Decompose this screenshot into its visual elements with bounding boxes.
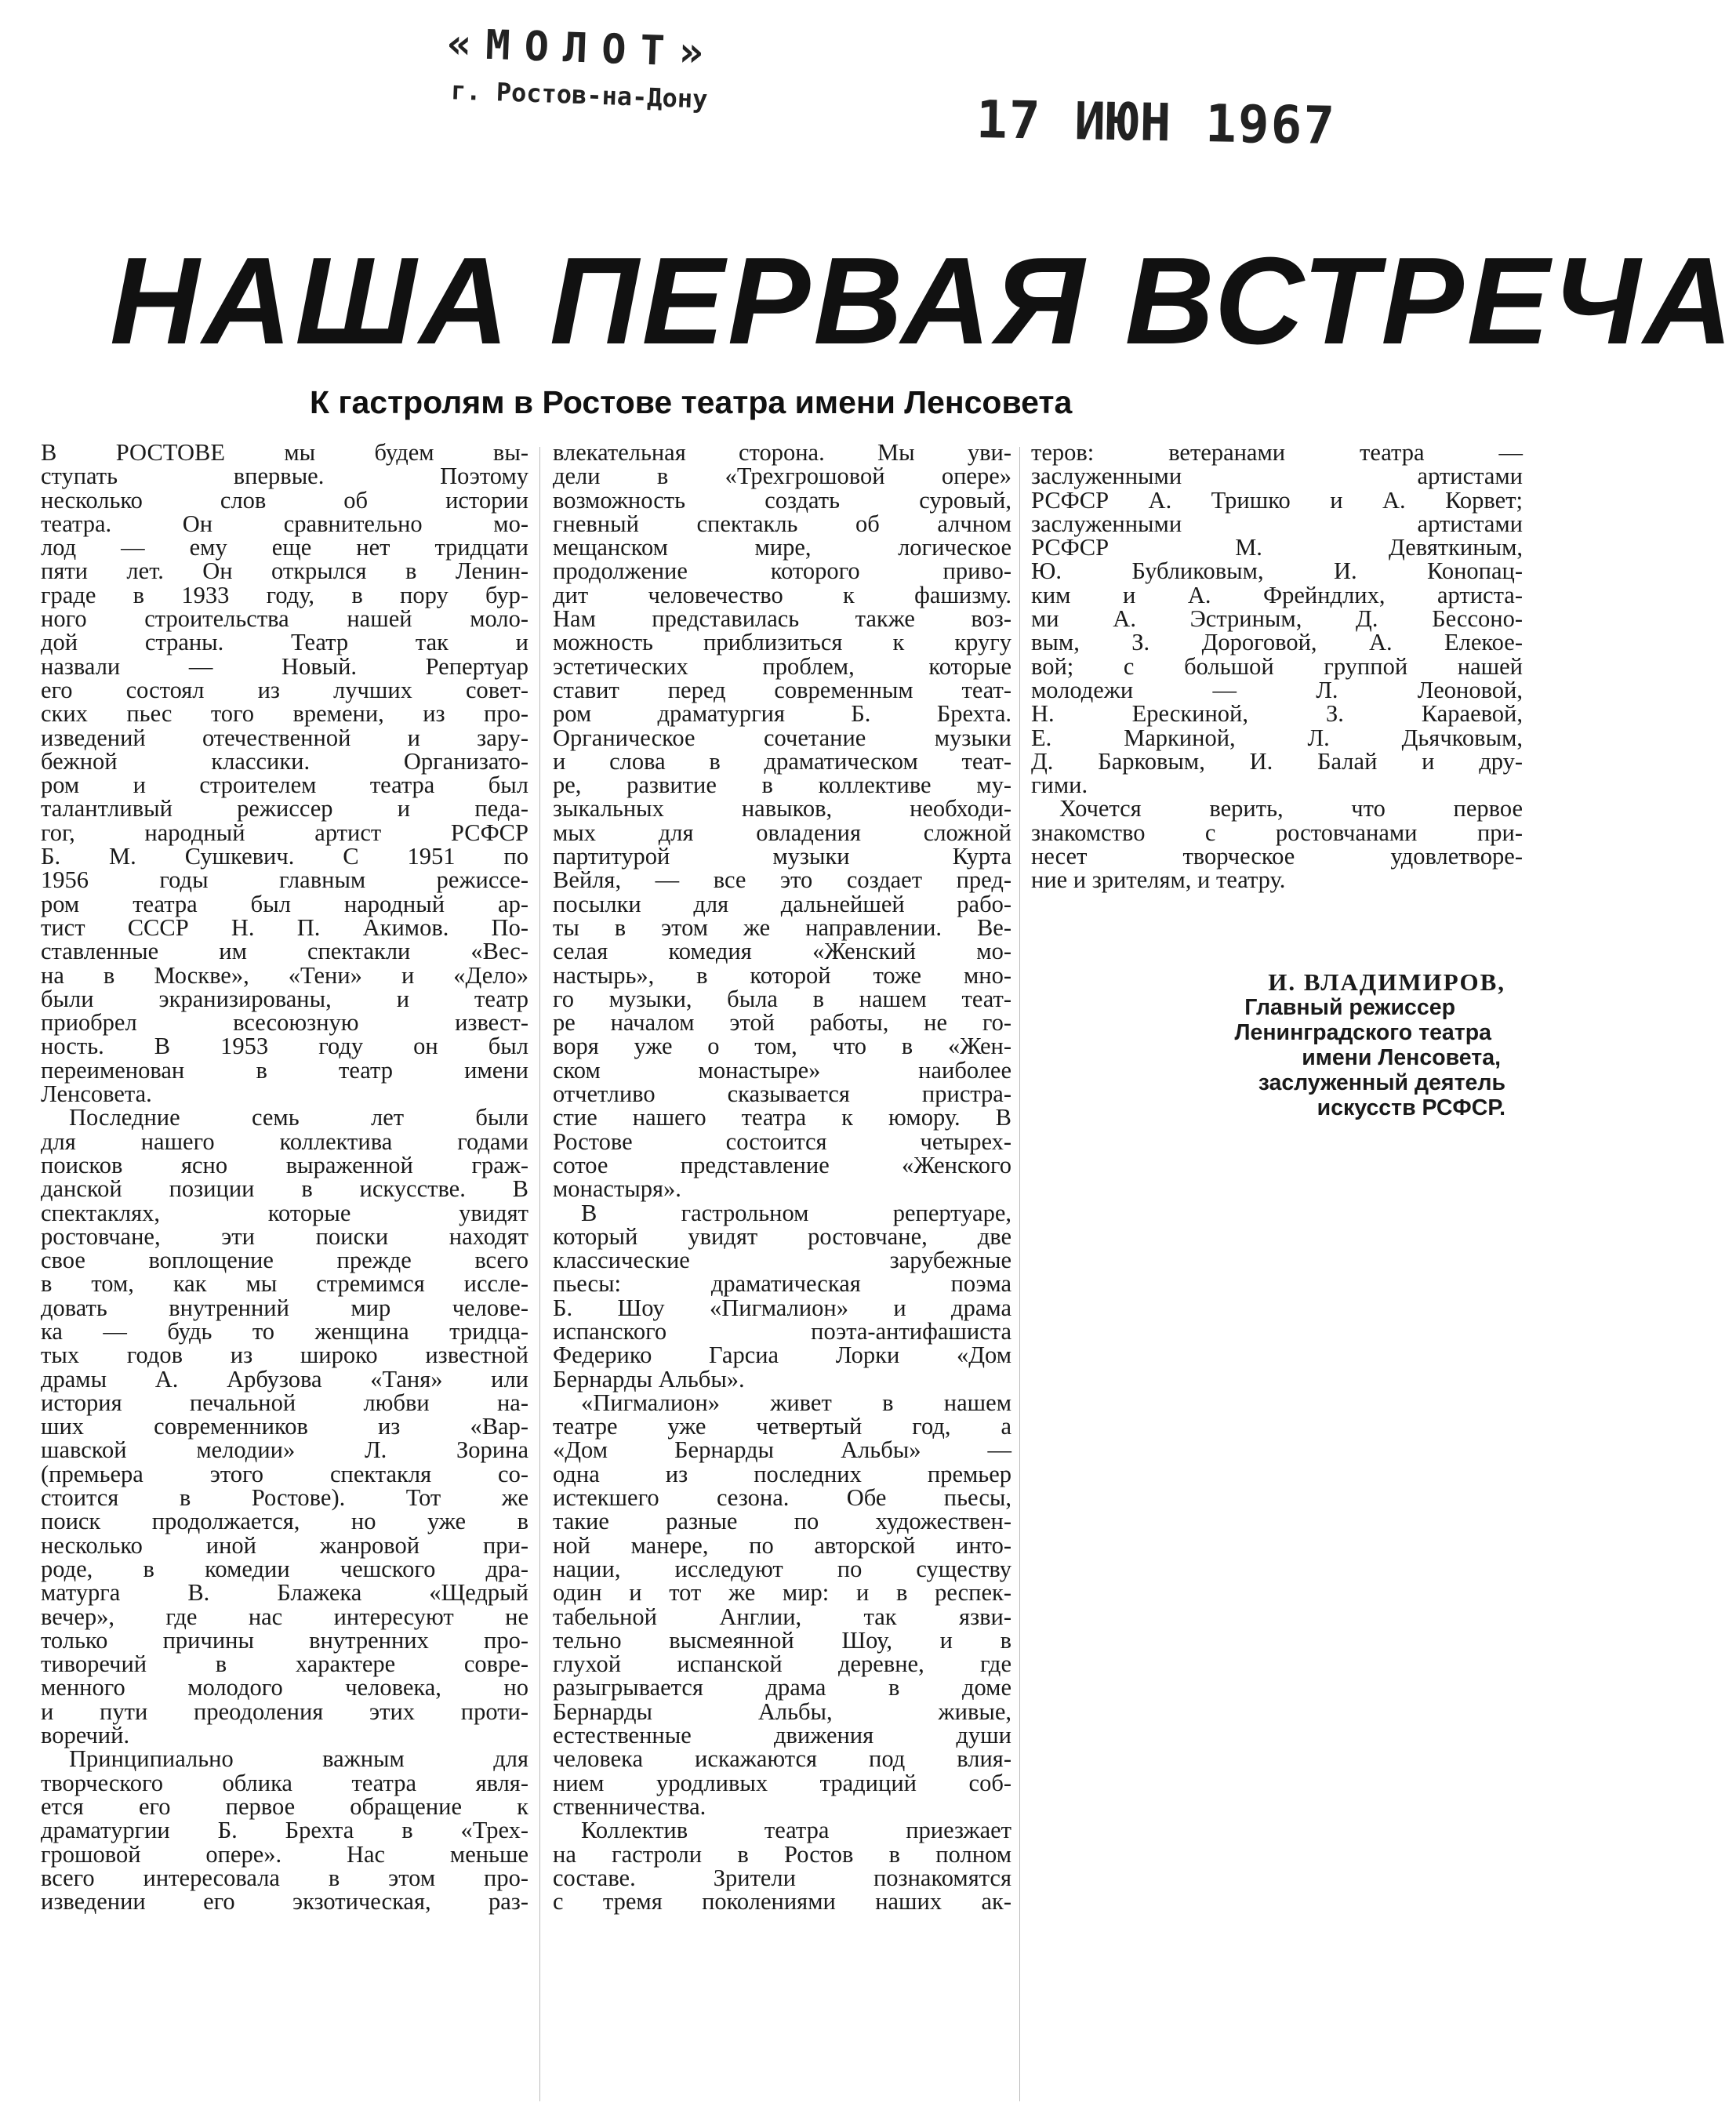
text-line: можность приблизиться к кругу [553, 629, 1011, 656]
text-line: ние и зрителям, и театру. [1031, 866, 1286, 894]
text-line: драматургии Б. Брехта в «Трех- [41, 1817, 528, 1844]
author-title-line: заслуженный деятель [1258, 1070, 1505, 1095]
text-line: тиворечий в характере совре- [41, 1650, 528, 1678]
text-line: переименован в театр имени [41, 1056, 528, 1084]
text-line: монастыря». [553, 1175, 681, 1203]
text-line: вечер», где нас интересуют не [41, 1603, 528, 1630]
author-signature [1066, 970, 1505, 1120]
text-line: селая комедия «Женский мо- [553, 938, 1011, 965]
text-line: Федерико Гарсиа Лорки «Дом [553, 1342, 1011, 1369]
text-line: только причины внутренних про- [41, 1626, 528, 1654]
text-line: стие нашего театра к юмору. В [553, 1104, 1011, 1131]
text-line: драмы А. Арбузова «Таня» или [41, 1365, 528, 1393]
text-line: дой страны. Театр так и [41, 629, 528, 656]
text-line: молодежи — Л. Леоновой, [1031, 676, 1523, 703]
text-line: были экранизированы, и театр [41, 985, 528, 1012]
text-line: театре уже четвертый год, а [553, 1413, 1011, 1440]
text-line: Ленсовета. [41, 1080, 152, 1108]
text-line: для нашего коллектива годами [41, 1127, 528, 1155]
text-line: партитурой музыки Курта [553, 843, 1011, 870]
text-line: данской позиции в искусстве. В [41, 1175, 528, 1203]
text-line: 1956 годы главным режиссе- [41, 866, 528, 894]
text-line: нием уродливых традиций соб- [553, 1769, 1011, 1796]
text-line: роде, в комедии чешского дра- [41, 1555, 528, 1582]
text-line: мых для овладения сложной [553, 819, 1011, 846]
text-line: гог, народный артист РСФСР [41, 819, 528, 846]
text-line: ром театра был народный ар- [41, 890, 528, 917]
text-line: ром драматургия Б. Брехта. [553, 700, 1011, 728]
text-line: одна из последних премьер [553, 1460, 1011, 1487]
newspaper-stamp: «МОЛОТ» [446, 20, 719, 78]
text-line: один и тот же мир: и в респек- [553, 1579, 1011, 1607]
text-line: ность. В 1953 году он был [41, 1033, 528, 1060]
text-line: Ю. Бубликовым, И. Конопац- [1031, 557, 1523, 585]
text-line: знакомство с ростовчанами при- [1031, 819, 1523, 846]
text-line: истекшего сезона. Обе пьесы, [553, 1484, 1011, 1512]
text-line: такие разные по художествен- [553, 1508, 1011, 1535]
text-line: РСФСР А. Тришко и А. Корвет; [1031, 486, 1523, 514]
text-line: ских пьес того времени, из про- [41, 700, 528, 728]
city-stamp: г. Ростов-на-Дону [450, 75, 709, 114]
text-line: заслуженными артистами [1031, 510, 1523, 537]
text-line: талантливый режиссер и педа- [41, 795, 528, 822]
text-line: ким и А. Фрейндлих, артиста- [1031, 581, 1523, 608]
text-line: табельной Англии, так язви- [553, 1603, 1011, 1630]
subheadline: К гастролям в Ростове театра имени Ленсовета [310, 384, 1073, 420]
text-line: естественные движения души [553, 1722, 1011, 1749]
text-line: на в Москве», «Тени» и «Дело» [41, 961, 528, 989]
text-line: тист СССР Н. П. Акимов. По- [41, 913, 528, 941]
author-title-line: Главный режиссер [1244, 995, 1455, 1020]
article-column-3 [1031, 441, 1523, 892]
text-line: воречий. [41, 1722, 130, 1749]
text-line: граде в 1933 году, в пору бур- [41, 581, 528, 608]
text-line: Н. Ерескиной, З. Караевой, [1031, 700, 1523, 728]
text-line: нации, исследуют по существу [553, 1555, 1011, 1582]
text-line: с тремя поколениями наших ак- [553, 1888, 1011, 1915]
text-line: РСФСР М. Девяткиным, [1031, 534, 1523, 561]
text-line: ре, развитие в коллективе му- [553, 772, 1011, 799]
text-line: всего интересовала в этом про- [41, 1864, 528, 1891]
text-line: грошовой опере». Нас меньше [41, 1840, 528, 1868]
text-line: В гастрольном репертуаре, [581, 1199, 1011, 1226]
text-line: ступать впервые. Поэтому [41, 463, 528, 490]
text-line: Б. М. Сушкевич. С 1951 по [41, 843, 528, 870]
text-line: изведении его экзотическая, раз- [41, 1888, 528, 1915]
text-line: довать внутренний мир челове- [41, 1294, 528, 1321]
author-title-line: Ленинградского театра [1234, 1020, 1491, 1045]
text-line: несколько слов об истории [41, 486, 528, 514]
text-line: «Пигмалион» живет в нашем [581, 1389, 1011, 1416]
text-line: менного молодого человека, но [41, 1674, 528, 1701]
text-line: в том, как мы стремимся иссле- [41, 1270, 528, 1298]
text-line: ется его первое обращение к [41, 1792, 528, 1820]
author-title-line: имени Ленсовета, [1302, 1045, 1501, 1070]
text-line: Хочется верить, что первое [1059, 795, 1523, 822]
text-line: посылки для дальнейшей рабо- [553, 890, 1011, 917]
text-line: дели в «Трехгрошовой опере» [553, 463, 1011, 490]
text-line: тых годов из широко известной [41, 1342, 528, 1369]
text-line: назвали — Новый. Репертуар [41, 652, 528, 680]
text-line: Коллектив театра приезжает [581, 1817, 1011, 1844]
text-line: ты в этом же направлении. Ве- [553, 913, 1011, 941]
text-line: Нам представилась также воз- [553, 605, 1011, 633]
text-line: В РОСТОВЕ мы будем вы- [41, 439, 528, 466]
text-line: спектаклях, которые увидят [41, 1199, 528, 1226]
text-line: стоится в Ростове). Тот же [41, 1484, 528, 1512]
text-line: «Дом Бернарды Альбы» — [553, 1436, 1011, 1464]
text-line: продолжение которого приво- [553, 557, 1011, 585]
text-line: Вейля, — все это создает пред- [553, 866, 1011, 894]
article-column-2 [553, 441, 1011, 1913]
text-line: и слова в драматическом теат- [553, 747, 1011, 775]
text-line: теров: ветеранами театра — [1031, 439, 1523, 466]
text-line: мещанском мире, логическое [553, 534, 1011, 561]
text-line: воря уже о том, что в «Жен- [553, 1033, 1011, 1060]
text-line: театра. Он сравнительно мо- [41, 510, 528, 537]
text-line: заслуженными артистами [1031, 463, 1523, 490]
date-stamp: 17 ИЮН 1967 [975, 89, 1337, 157]
text-line: который увидят ростовчане, две [553, 1222, 1011, 1250]
text-line: Б. Шоу «Пигмалион» и драма [553, 1294, 1011, 1321]
text-line: ставленные им спектакли «Вес- [41, 938, 528, 965]
text-line: эстетических проблем, которые [553, 652, 1011, 680]
text-line: ром и строителем театра был [41, 772, 528, 799]
text-line: ставит перед современным теат- [553, 676, 1011, 703]
author-title-line: искусств РСФСР. [1317, 1095, 1505, 1120]
text-line: гими. [1031, 772, 1088, 799]
text-line: Д. Барковым, И. Балай и дру- [1031, 747, 1523, 775]
author-name: И. ВЛАДИМИРОВ, [1268, 968, 1505, 996]
text-line: пьесы: драматическая поэма [553, 1270, 1011, 1298]
text-line: ка — будь то женщина тридца- [41, 1317, 528, 1345]
text-line: возможность создать суровый, [553, 486, 1011, 514]
column-divider [539, 447, 540, 2101]
text-line: на гастроли в Ростов в полном [553, 1840, 1011, 1868]
text-line: несколько иной жанровой при- [41, 1531, 528, 1559]
text-line: настырь», в которой тоже мно- [553, 961, 1011, 989]
text-line: история печальной любви на- [41, 1389, 528, 1416]
text-line: составе. Зрители познакомятся [553, 1864, 1011, 1891]
text-line: ного строительства нашей моло- [41, 605, 528, 633]
text-line: Бернарды Альбы, живые, [553, 1698, 1011, 1725]
text-line: Последние семь лет были [69, 1104, 528, 1131]
text-line: несет творческое удовлетворе- [1031, 843, 1523, 870]
text-line: поиск продолжается, но уже в [41, 1508, 528, 1535]
text-line: лод — ему еще нет тридцати [41, 534, 528, 561]
text-line: и пути преодоления этих проти- [41, 1698, 528, 1725]
column-divider [1019, 447, 1020, 2101]
text-line: изведений отечественной и зару- [41, 724, 528, 751]
text-line: ших современников из «Вар- [41, 1413, 528, 1440]
text-line: вым, З. Дороговой, А. Елекое- [1031, 629, 1523, 656]
text-line: ми А. Эстриным, Д. Бессоно- [1031, 605, 1523, 633]
text-line: отчетливо сказывается пристра- [553, 1080, 1011, 1108]
text-line: (премьера этого спектакля со- [41, 1460, 528, 1487]
text-line: человека искажаются под влия- [553, 1745, 1011, 1773]
text-line: приобрел всесоюзную извест- [41, 1009, 528, 1037]
text-line: ре началом этой работы, не го- [553, 1009, 1011, 1037]
text-line: Бернарды Альбы». [553, 1365, 745, 1393]
text-line: классические зарубежные [553, 1247, 1011, 1274]
text-line: сотое представление «Женского [553, 1151, 1011, 1178]
text-line: его состоял из лучших совет- [41, 676, 528, 703]
text-line: вой; с большой группой нашей [1031, 652, 1523, 680]
text-line: шавской мелодии» Л. Зорина [41, 1436, 528, 1464]
text-line: ростовчане, эти поиски находят [41, 1222, 528, 1250]
text-line: разыгрывается драма в доме [553, 1674, 1011, 1701]
text-line: бежной классики. Организато- [41, 747, 528, 775]
text-line: Е. Маркиной, Л. Дьячковым, [1031, 724, 1523, 751]
text-line: свое воплощение прежде всего [41, 1247, 528, 1274]
text-line: матурга В. Блажека «Щедрый [41, 1579, 528, 1607]
text-line: го музыки, была в нашем теат- [553, 985, 1011, 1012]
article-column-1 [41, 441, 528, 1913]
text-line: дит человечество к фашизму. [553, 581, 1011, 608]
text-line: ском монастыре» наиболее [553, 1056, 1011, 1084]
text-line: Принципиально важным для [69, 1745, 528, 1773]
text-line: тельно высмеянной Шоу, и в [553, 1626, 1011, 1654]
headline: НАША ПЕРВАЯ ВСТРЕЧА [110, 232, 1736, 370]
text-line: Органическое сочетание музыки [553, 724, 1011, 751]
text-line: Ростове состоится четырех- [553, 1127, 1011, 1155]
text-line: глухой испанской деревне, где [553, 1650, 1011, 1678]
text-line: пяти лет. Он открылся в Ленин- [41, 557, 528, 585]
text-line: испанского поэта-антифашиста [553, 1317, 1011, 1345]
text-line: ственничества. [553, 1792, 706, 1820]
text-line: влекательная сторона. Мы уви- [553, 439, 1011, 466]
text-line: зыкальных навыков, необходи- [553, 795, 1011, 822]
text-line: ной манере, по авторской инто- [553, 1531, 1011, 1559]
text-line: поисков ясно выраженной граж- [41, 1151, 528, 1178]
text-line: гневный спектакль об алчном [553, 510, 1011, 537]
text-line: творческого облика театра явля- [41, 1769, 528, 1796]
